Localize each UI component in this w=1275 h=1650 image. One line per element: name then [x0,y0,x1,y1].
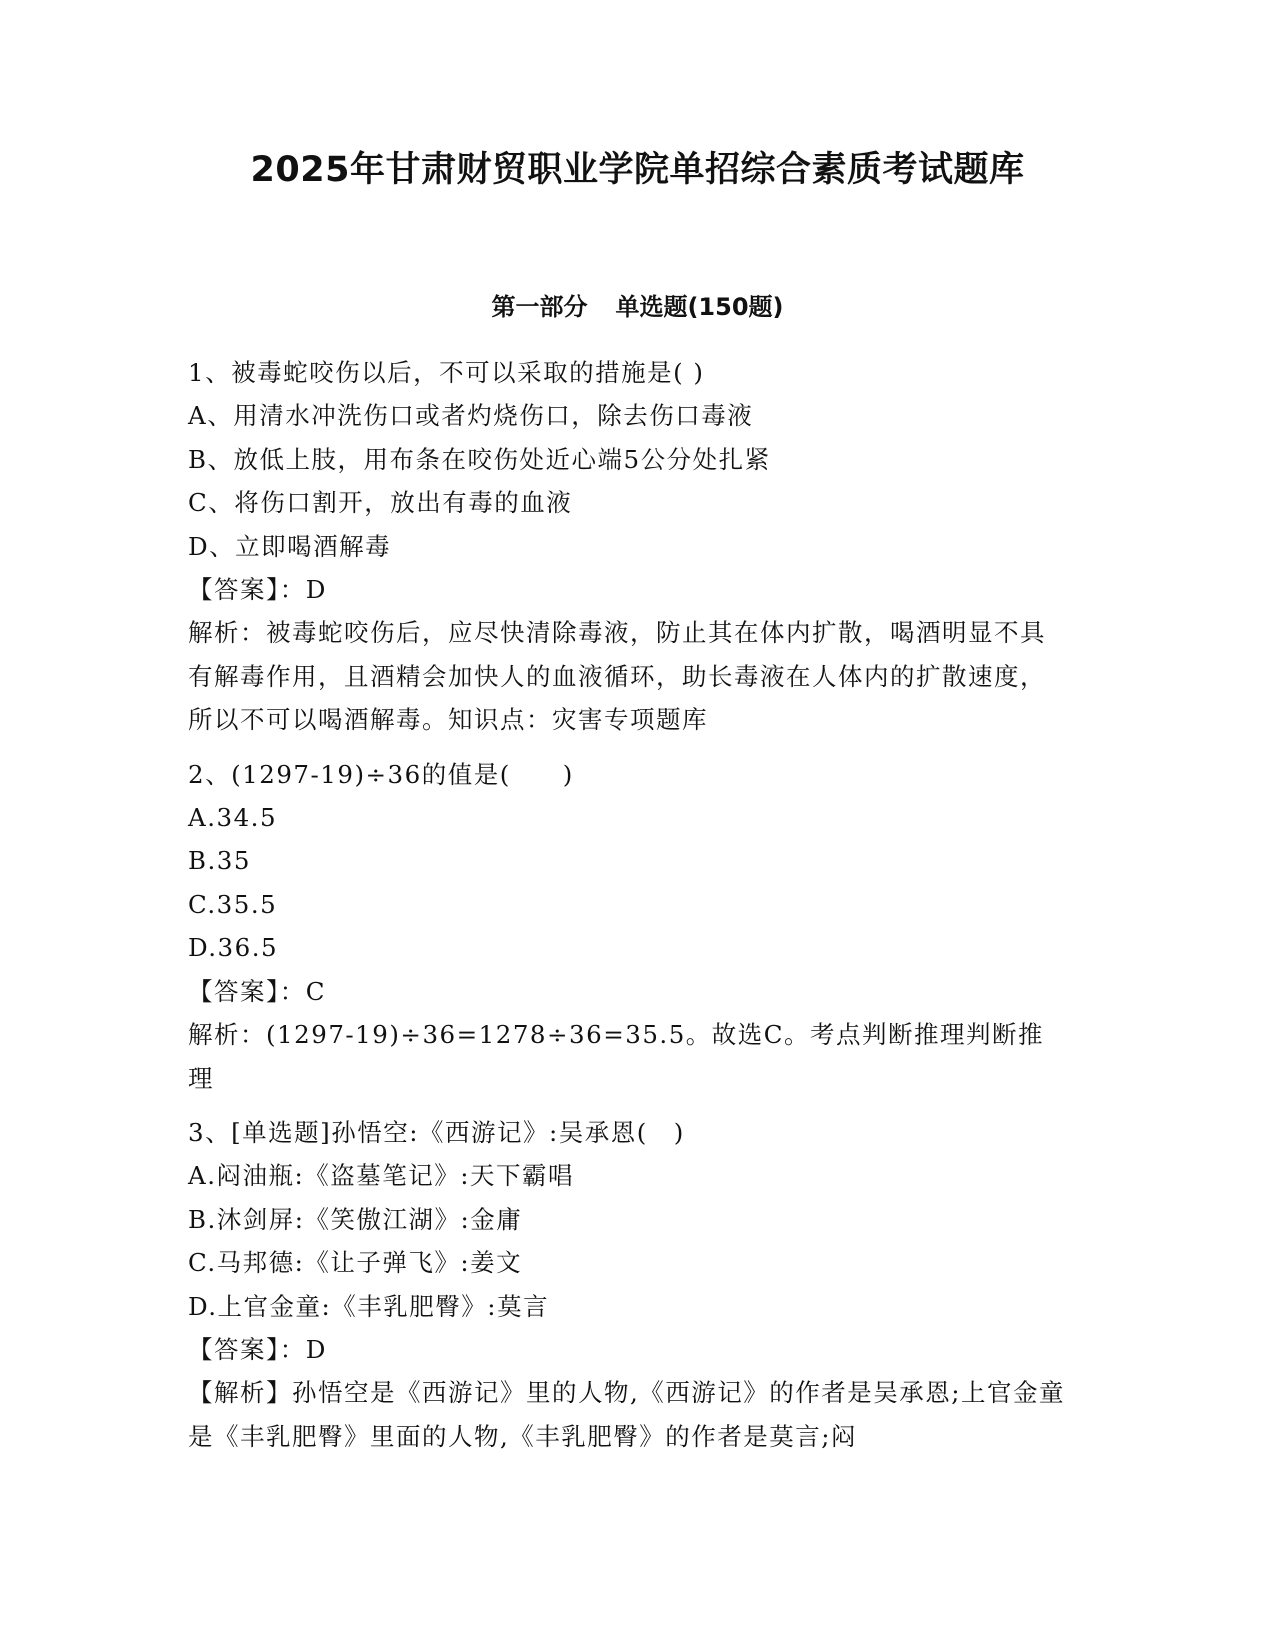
option-a: A、用清水冲洗伤口或者灼烧伤口，除去伤口毒液 [188,401,754,431]
option-d: D.上官金童:《丰乳肥臀》:莫言 [188,1291,550,1321]
question-stem: 1、被毒蛇咬伤以后，不可以采取的措施是( ) [188,358,705,387]
question-list [188,351,1068,1458]
explanation: 解析：(1297-19)÷36=1278÷36=35.5。故选C。考点判断推理判断推理 [188,1020,1045,1093]
answer-line: 【答案】：D [188,575,327,605]
option-b: B、放低上肢，用布条在咬伤处近心端5公分处扎紧 [188,444,771,474]
answer-line: 【答案】：D [188,1334,327,1364]
option-c: C、将伤口割开，放出有毒的血液 [188,488,573,518]
section-heading [0,290,1275,324]
question-stem: 2、(1297-19)÷36的值是( ) [188,759,574,789]
question-1 [188,351,1068,742]
option-b: B.沐剑屏:《笑傲江湖》:金庸 [188,1204,523,1234]
question-3 [188,1111,1068,1458]
option-d: D、立即喝酒解毒 [188,531,392,561]
option-a: A.34.5 [188,803,278,833]
option-a: A.闷油瓶:《盗墓笔记》:天下霸唱 [188,1161,574,1191]
question-stem: 3、[单选题]孙悟空:《西游记》:吴承恩( ) [188,1117,685,1147]
option-c: C.35.5 [188,889,278,919]
document-title: 2025年甘肃财贸职业学院单招综合素质考试题库 [250,150,1025,190]
section-name: 单选题(150题) [615,293,784,321]
option-d: D.36.5 [188,933,279,963]
option-b: B.35 [188,846,251,876]
explanation: 解析：被毒蛇咬伤后，应尽快清除毒液，防止其在体内扩散，喝酒明显不具有解毒作用，且酒精会加快人的血液循环，助长毒液在人体内的扩散速度，所以不可以喝酒解毒。知识点：灾害专项题库 [188,618,1046,735]
option-c: C.马邦德:《让子弹飞》:姜文 [188,1248,523,1278]
answer-line: 【答案】：C [188,976,326,1006]
question-2 [188,753,1068,1100]
section-part: 第一部分 [491,293,588,321]
explanation: 【解析】孙悟空是《西游记》里的人物,《西游记》的作者是吴承恩;上官金童是《丰乳肥臀》里面的人物,《丰乳肥臀》的作者是莫言;闷 [188,1378,1066,1451]
